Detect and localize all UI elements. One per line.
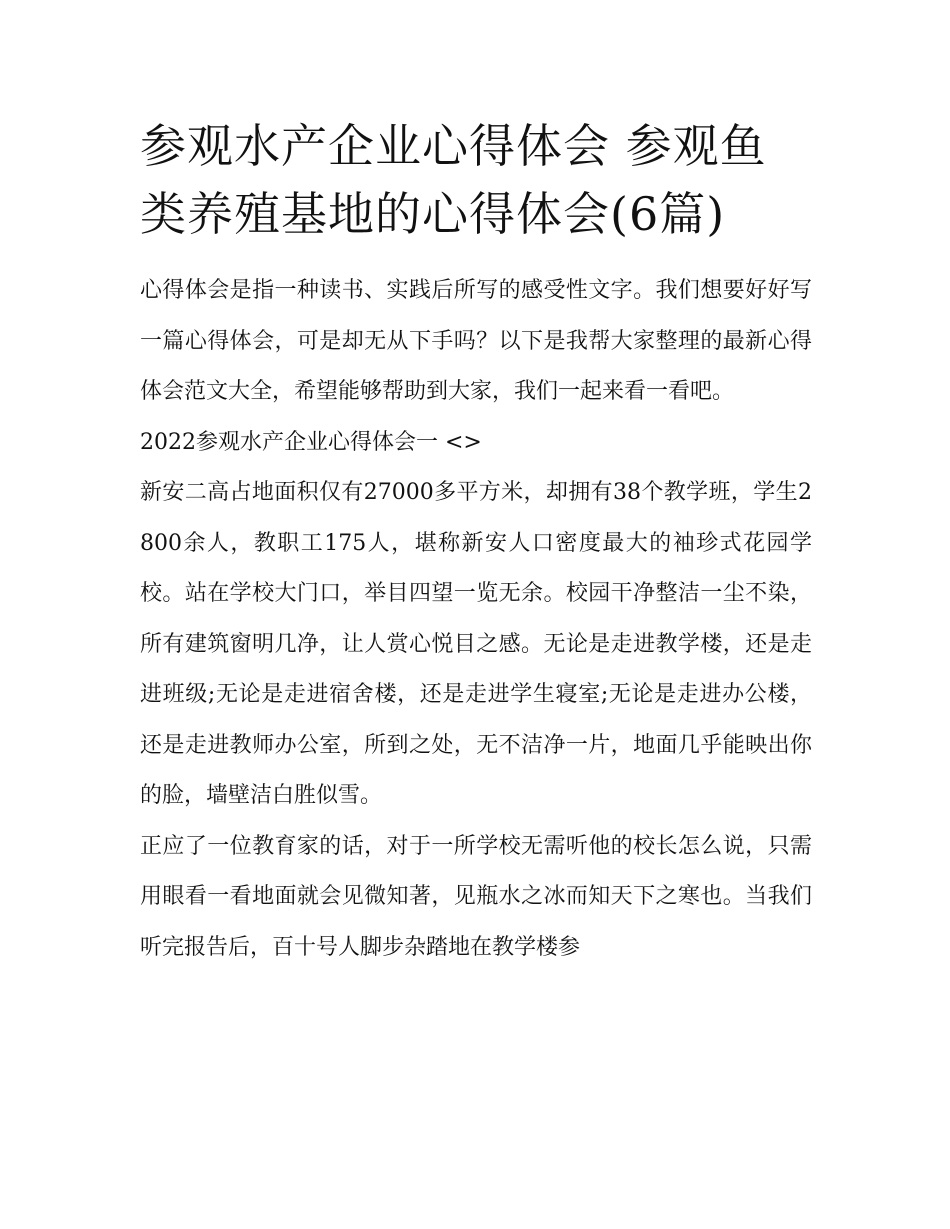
section-heading: 2022参观水产企业心得体会一 <> bbox=[140, 429, 482, 455]
body-paragraph-1: 新安二高占地面积仅有27000多平方米，却拥有38个教学班，学生2800余人，教职工175人，堪称新安人口密度最大的袖珍式花园学校。站在学校大门口，举目四望一览无余。校园干净整洁一尘不染，所有建筑窗明几净，让人赏心悦目之感。无论是走进教学楼，还是走进班级;无论是走进宿舍楼，还是走进学生寝室;无论是走进办公楼，还是走进教师办公室，所到之处，无不洁净一片，地面几乎能映出你的脸，墙壁洁白胜似雪。 bbox=[140, 480, 812, 808]
document-title: 参观水产企业心得体会 参观鱼类养殖基地的心得体会(6篇) bbox=[140, 119, 767, 241]
intro-paragraph: 心得体会是指一种读书、实践后所写的感受性文字。我们想要好好写一篇心得体会，可是却无从下手吗？以下是我帮大家整理的最新心得体会范文大全，希望能够帮助到大家，我们一起来看一看吧。 bbox=[140, 278, 812, 404]
body-paragraph-2: 正应了一位教育家的话，对于一所学校无需听他的校长怎么说，只需用眼看一看地面就会见微知著，见瓶水之冰而知天下之寒也。当我们听完报告后，百十号人脚步杂踏地在教学楼参 bbox=[140, 833, 812, 960]
document-page bbox=[140, 112, 812, 973]
